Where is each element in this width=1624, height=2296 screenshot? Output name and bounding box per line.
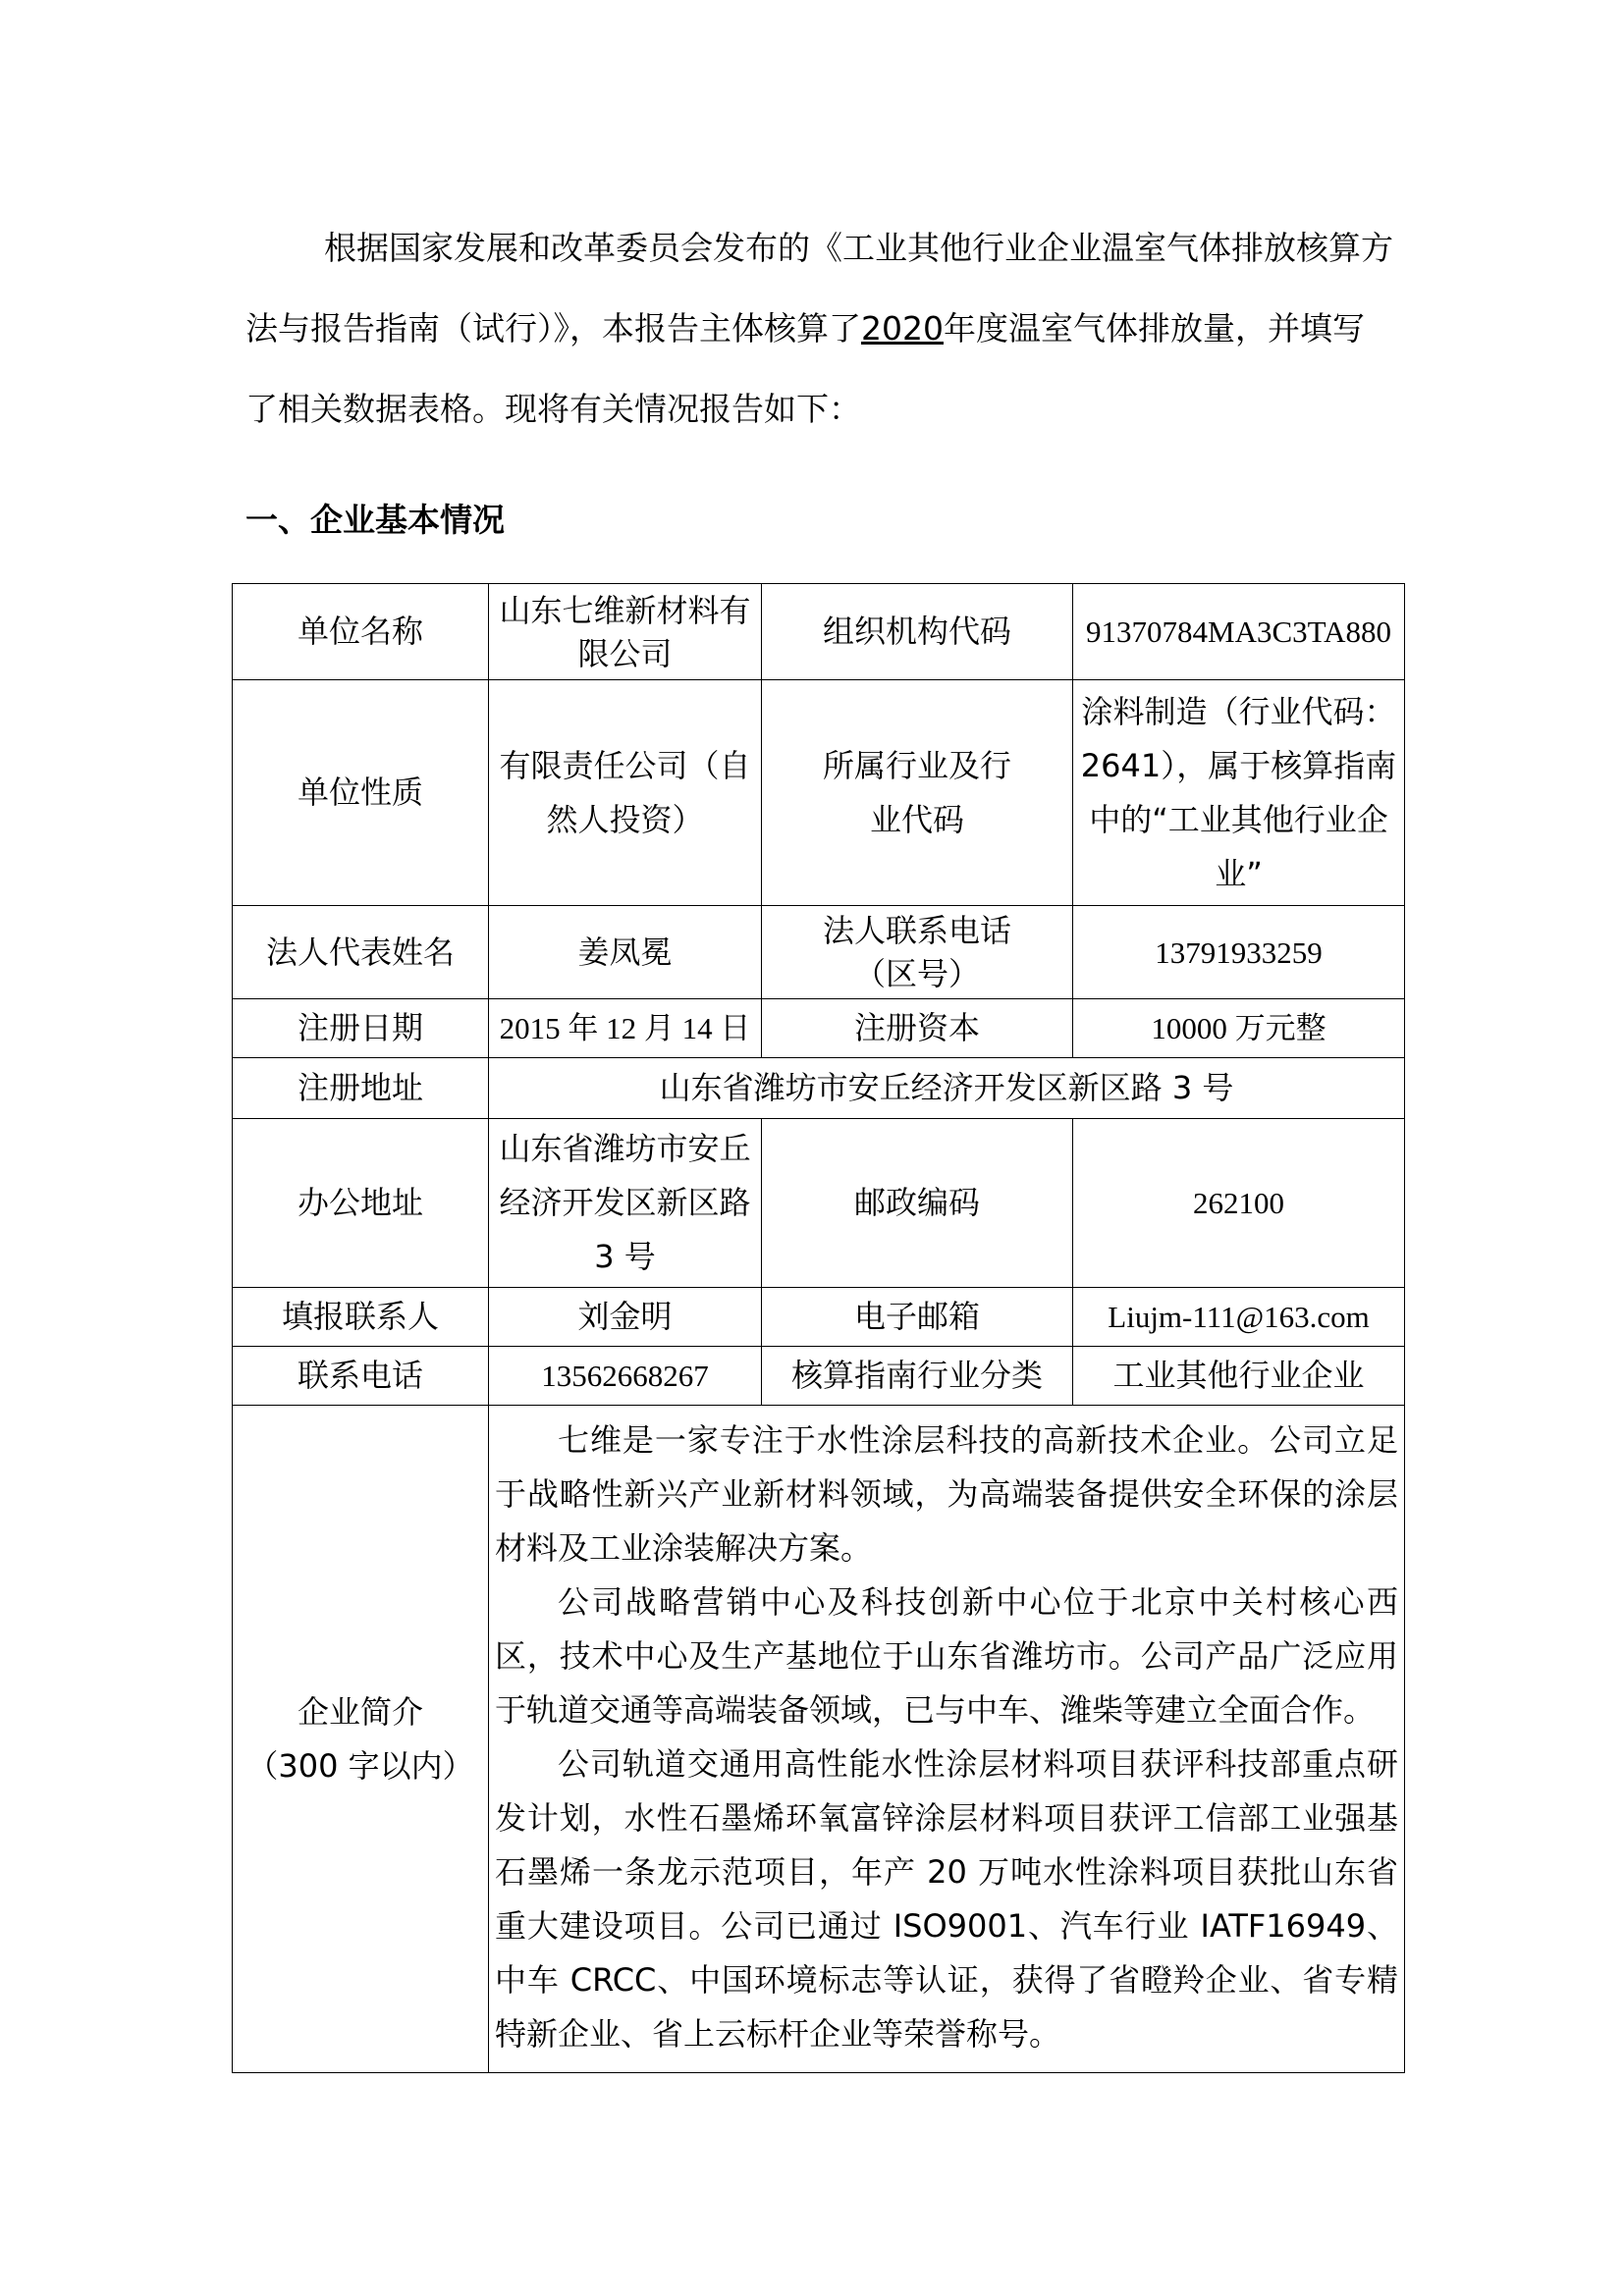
table-row bbox=[233, 906, 1405, 999]
label-postcode: 邮政编码 bbox=[762, 1119, 1073, 1288]
value-email: Liujm-111@163.com bbox=[1073, 1288, 1405, 1347]
table-row bbox=[233, 1119, 1405, 1288]
section-heading: 一、企业基本情况 bbox=[245, 501, 505, 539]
company-info-table bbox=[232, 583, 1405, 2073]
label-reg-capital: 注册资本 bbox=[762, 999, 1073, 1058]
value-contact-phone: 13562668267 bbox=[489, 1347, 762, 1406]
label-company-profile-limit: （300 字以内） bbox=[246, 1746, 474, 1785]
table-row bbox=[233, 584, 1405, 680]
label-guide-category: 核算指南行业分类 bbox=[762, 1347, 1073, 1406]
label-legal-rep: 法人代表姓名 bbox=[233, 906, 489, 999]
value-company-type: 有限责任公司（自然人投资） bbox=[489, 680, 762, 906]
profile-paragraph: 公司战略营销中心及科技创新中心位于北京中关村核心西区，技术中心及生产基地位于山东省潍坊市。公司产品广泛应用于轨道交通等高端装备领域，已与中车、潍柴等建立全面合作。 bbox=[495, 1583, 1398, 1729]
label-email: 电子邮箱 bbox=[762, 1288, 1073, 1347]
value-industry: 涂料制造（行业代码：2641），属于核算指南中的“工业其他行业企业” bbox=[1073, 680, 1405, 906]
profile-paragraph: 七维是一家专注于水性涂层科技的高新技术企业。公司立足于战略性新兴产业新材料领域，为高端装备提供安全环保的涂层材料及工业涂装解决方案。 bbox=[495, 1421, 1398, 1567]
intro-paragraph bbox=[245, 208, 1394, 450]
value-reg-address: 山东省潍坊市安丘经济开发区新区路 3 号 bbox=[489, 1058, 1405, 1119]
label-contact-person: 填报联系人 bbox=[233, 1288, 489, 1347]
table-row bbox=[233, 999, 1405, 1058]
table-row bbox=[233, 1406, 1405, 2073]
label-legal-phone: 法人联系电话（区号） bbox=[762, 906, 1073, 999]
value-postcode: 262100 bbox=[1073, 1119, 1405, 1288]
label-contact-phone: 联系电话 bbox=[233, 1347, 489, 1406]
label-reg-address: 注册地址 bbox=[233, 1058, 489, 1119]
value-legal-phone: 13791933259 bbox=[1073, 906, 1405, 999]
label-org-code: 组织机构代码 bbox=[762, 584, 1073, 680]
label-industry: 所属行业及行业代码 bbox=[762, 680, 1073, 906]
report-year: 2020 bbox=[861, 309, 944, 347]
table-row bbox=[233, 1288, 1405, 1347]
table-row bbox=[233, 1058, 1405, 1119]
value-reg-date: 2015 年 12 月 14 日 bbox=[489, 999, 762, 1058]
label-company-type: 单位性质 bbox=[233, 680, 489, 906]
label-company-name: 单位名称 bbox=[233, 584, 489, 680]
value-org-code: 91370784MA3C3TA880 bbox=[1073, 584, 1405, 680]
value-company-name: 山东七维新材料有限公司 bbox=[489, 584, 762, 680]
value-office-address: 山东省潍坊市安丘经济开发区新区路3 号 bbox=[489, 1119, 762, 1288]
value-company-profile bbox=[489, 1406, 1405, 2073]
intro-text-before: 根据国家发展和改革委员会发布的《工业其他行业企业温室气体排放核算方法与报告指南（试行）》，本报告主体核算了 bbox=[245, 229, 1393, 347]
table-row bbox=[233, 680, 1405, 906]
intro-text-after: 年度温室气体排放量，并填写了相关数据表格。现将有关情况报告如下： bbox=[245, 309, 1365, 428]
label-reg-date: 注册日期 bbox=[233, 999, 489, 1058]
table-row bbox=[233, 1347, 1405, 1406]
value-legal-rep: 姜凤冕 bbox=[489, 906, 762, 999]
label-office-address: 办公地址 bbox=[233, 1119, 489, 1288]
value-contact-person: 刘金明 bbox=[489, 1288, 762, 1347]
value-reg-capital: 10000 万元整 bbox=[1073, 999, 1405, 1058]
value-guide-category: 工业其他行业企业 bbox=[1073, 1347, 1405, 1406]
profile-paragraph: 公司轨道交通用高性能水性涂层材料项目获评科技部重点研发计划，水性石墨烯环氧富锌涂层材料项目获评工信部工业强基石墨烯一条龙示范项目，年产 20 万吨水性涂料项目获批山东省重大建设项目。公司已通过 ISO9001、汽车行业 IATF16949、中车 CRCC、中国环境标志等认证，获得了省瞪羚企业、省专精特新企业、省上云标杆企业等荣誉称号。 bbox=[495, 1745, 1398, 2053]
label-company-profile-title: 企业简介 bbox=[297, 1692, 423, 1731]
label-company-profile bbox=[233, 1406, 489, 2073]
